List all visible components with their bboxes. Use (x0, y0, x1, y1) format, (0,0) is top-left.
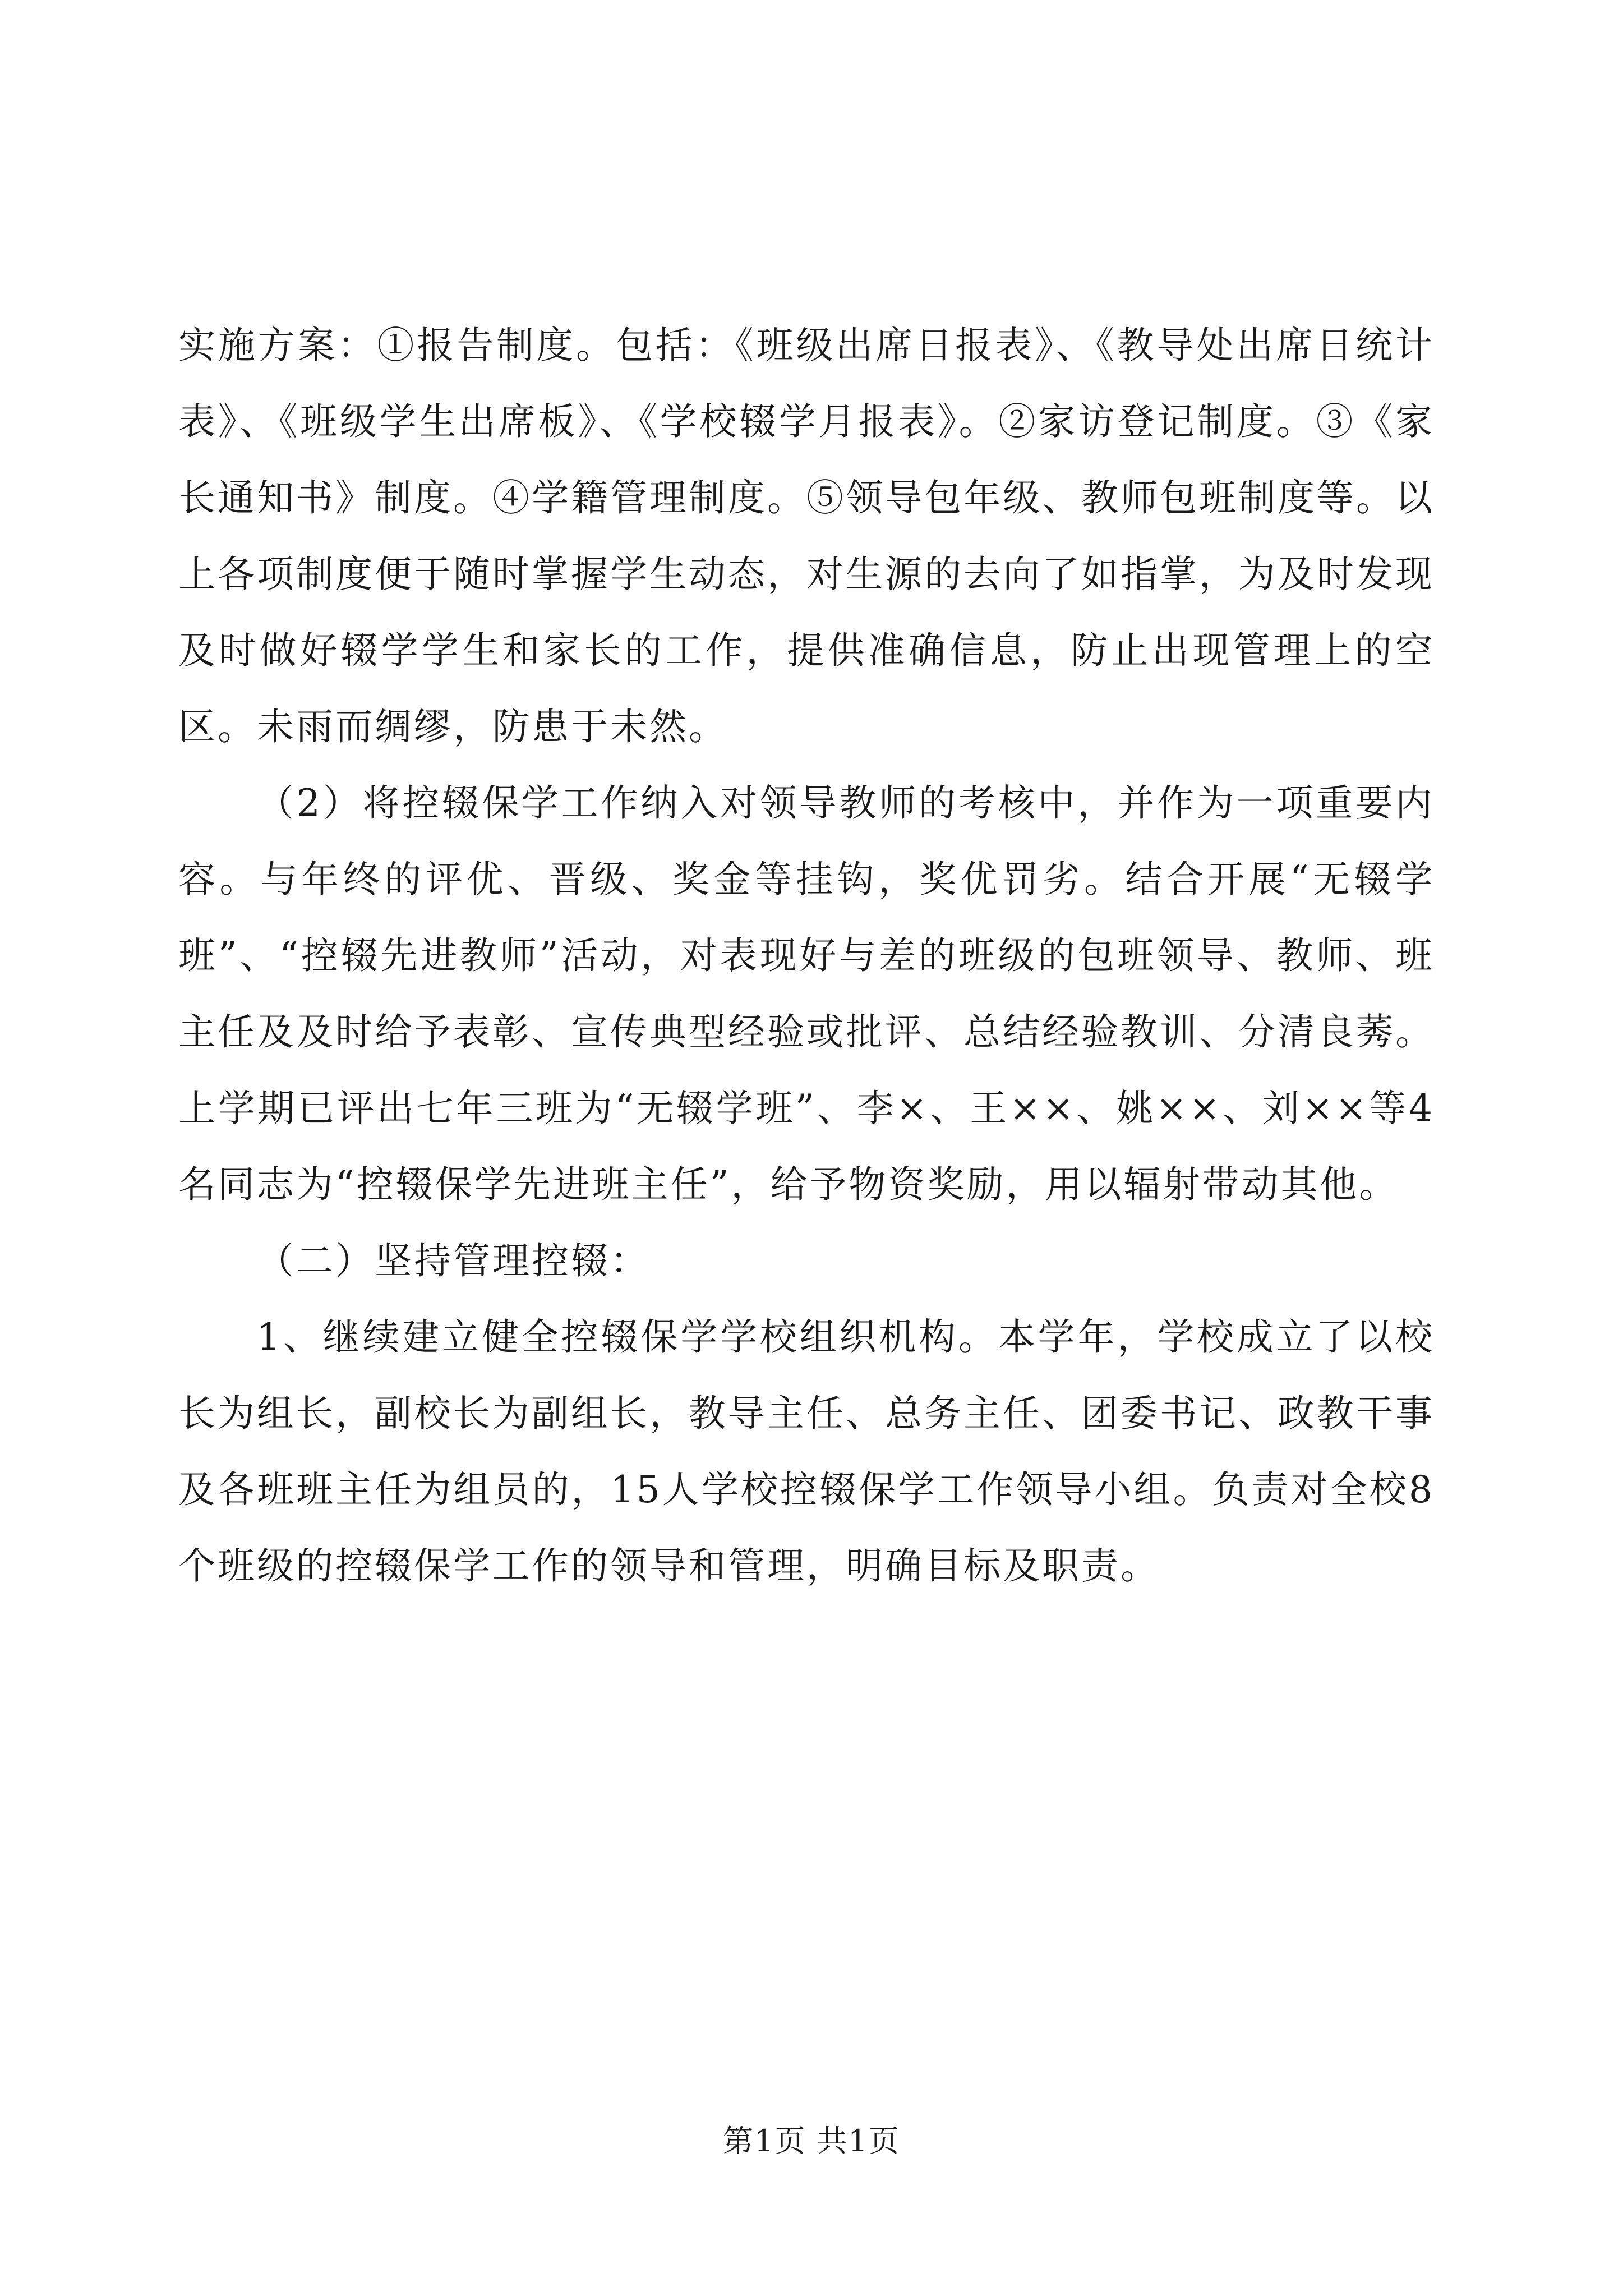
document-body (178, 307, 1435, 1604)
paragraph-implementation-plan: 实施方案：①报告制度。包括：《班级出席日报表》、《教导处出席日统计表》、《班级学生出席板》、《学校辍学月报表》。②家访登记制度。③《家长通知书》制度。④学籍管理制度。⑤领导包年级、教师包班制度等。以上各项制度便于随时掌握学生动态，对生源的去向了如指掌，为及时发现及时做好辍学学生和家长的工作，提供准确信息，防止出现管理上的空区。未雨而绸缪，防患于未然。 (178, 324, 1435, 748)
section-heading-management: （二）坚持管理控辍： (257, 1239, 649, 1282)
page-number-footer: 第1页 共1页 (723, 2123, 900, 2159)
paragraph-organization: 1、继续建立健全控辍保学学校组织机构。本学年，学校成立了以校长为组长，副校长为副组长，教导主任、总务主任、团委书记、政教干事及各班班主任为组员的，15人学校控辍保学工作领导小组。负责对全校8个班级的控辍保学工作的领导和管理，明确目标及职责。 (178, 1315, 1435, 1588)
paragraph-assessment: （2）将控辍保学工作纳入对领导教师的考核中，并作为一项重要内容。与年终的评优、晋级、奖金等挂钩，奖优罚劣。结合开展“无辍学班”、“控辍先进教师”活动，对表现好与差的班级的包班领导、教师、班主任及及时给予表彰、宣传典型经验或批评、总结经验教训、分清良莠。上学期已评出七年三班为“无辍学班”、李×、王××、姚××、刘××等4名同志为“控辍保学先进班主任”，给予物资奖励，用以辐射带动其他。 (178, 781, 1435, 1206)
